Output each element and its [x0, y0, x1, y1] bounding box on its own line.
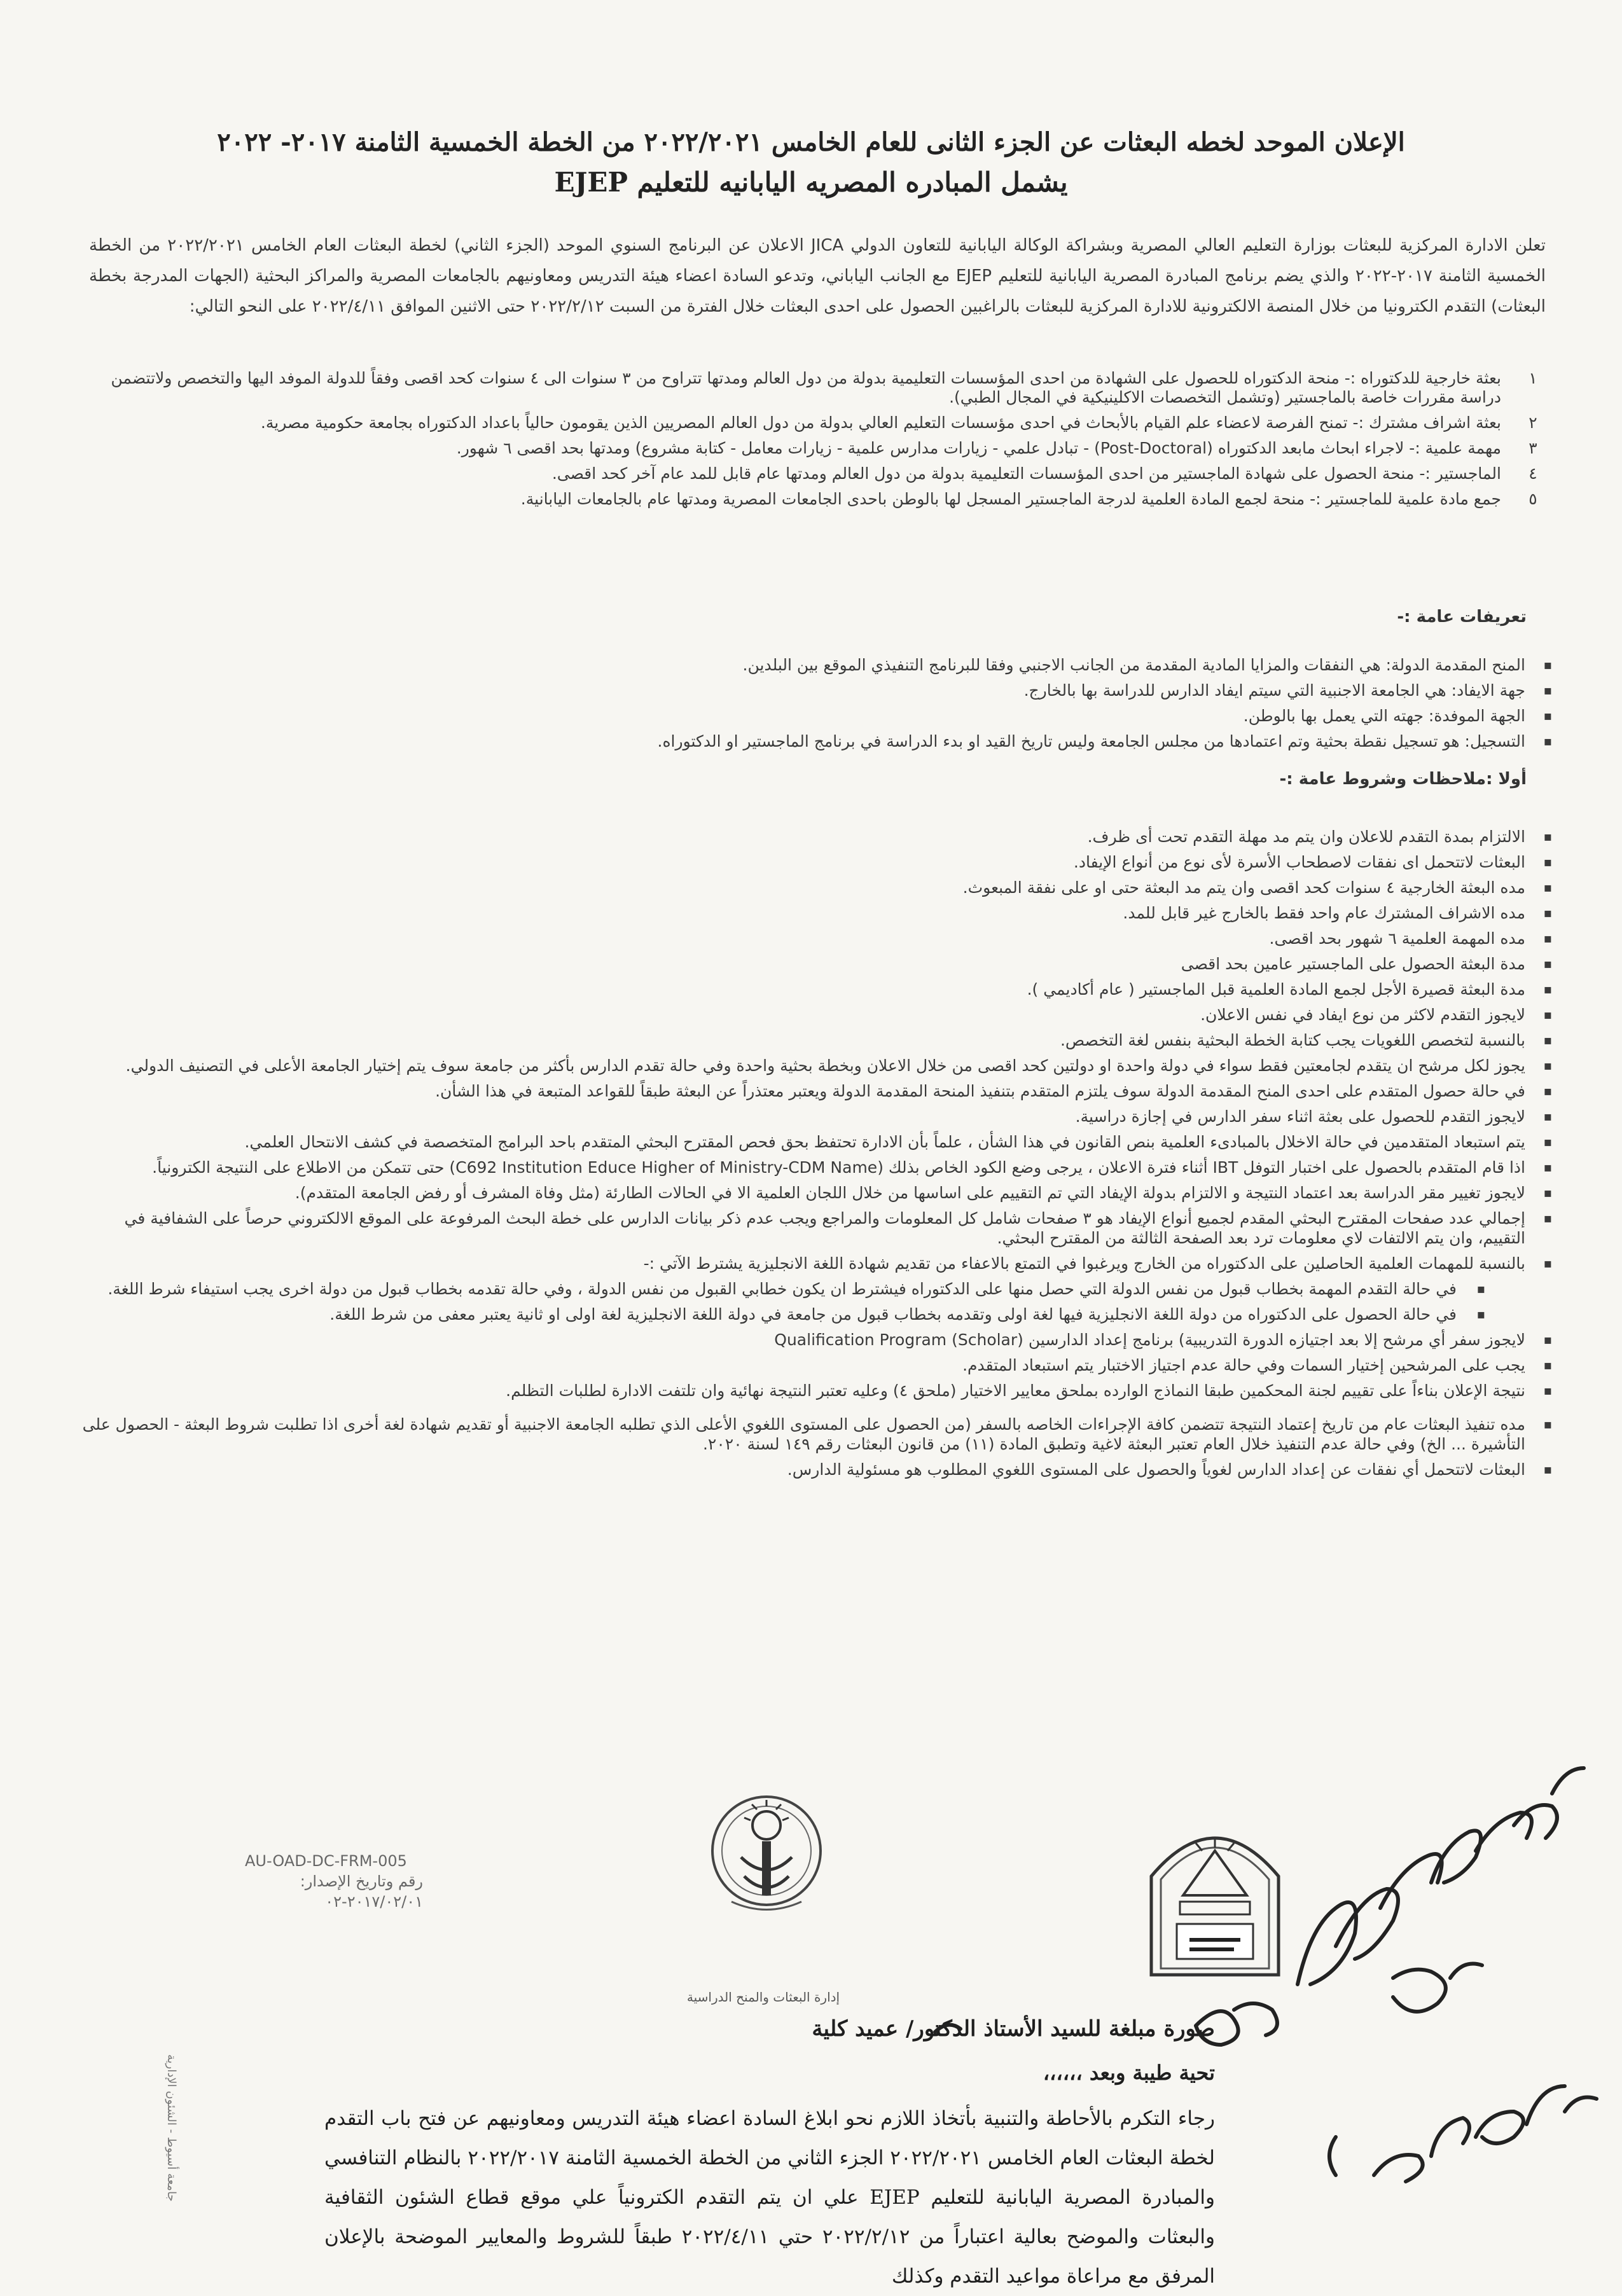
- item-text: جمع مادة علمية للماجستير :- منحة لجمع المادة العلمية لدرجة الماجستير المسجل لها بالوطن باحدى الجامعات المصرية ومدتها عام بالجامعات اليابانية.: [520, 490, 1501, 508]
- note-item: ▪ مده تنفيذ البعثات عام من تاريخ إعتماد النتيجة تتضمن كافة الإجراءات الخاصه بالسفر (من الحصول على المستوى اللغوي الأعلى الذي تطلبه الجامعة الاجنبية أو تقديم شهادة لغة أخرى اذا تطلبت شروط البعثة - الحصول على التأشيرة ... الخ) وفي حالة عدم التنفيذ خلال العام تعتبر البعثة لاغية وتطبق المادة (١١) من قانون البعثات رقم ١٤٩ لسنة ٢٠٢٠.: [76, 1414, 1552, 1454]
- note-item: ▪ اذا قام المتقدم بالحصول على اختبار التوفل IBT أثناء فترة الاعلان ، يرجى وضع الكود الخاص بذلك (C692 Institution Educe Higher of Ministry-CDM Name) حتى تتمكن من الاطلاع على النتيجة الكترونياً.: [76, 1158, 1552, 1177]
- sub-note-item: ▪ في حالة الحصول على الدكتوراه من دولة اللغة الانجليزية فيها لغة اولى وتقدمه بخطاب قبول من جامعة في دولة اللغة الانجليزية لغة اولى او ثانية يعتبر معفى من شرط اللغة.: [76, 1304, 1552, 1324]
- definition-item: ▪ الجهة الموفدة: جهته التي يعمل بها بالوطن.: [76, 706, 1552, 726]
- note-item: ▪ مده البعثة الخارجية ٤ سنوات كحد اقصى وان يتم مد البعثة حتى او على نفقة المبعوث.: [76, 878, 1552, 897]
- item-text: بعثة اشراف مشترك :- تمنح الفرصة لاعضاء علم القيام بالأبحاث في احدى مؤسسات التعليم العالي بدولة من دول العالم المصريين الذين يقومون حالياً باعداد الدكتوراه بجامعة حكومية مصرية.: [260, 413, 1501, 432]
- notes-heading: أولا :ملاحظات وشروط عامة :-: [1279, 770, 1527, 789]
- definition-item: ▪ التسجيل: هو تسجيل نقطة بحثية وتم اعتمادها من مجلس الجامعة وليس تاريخ القيد او بدء الدراسة في برنامج الماجستير او الدكتوراه.: [76, 731, 1552, 751]
- item-number: ٤: [1528, 464, 1537, 483]
- form-issue: رقم وتاريخ الإصدار: ٢٠١٧/٠٢/٠١-٠٢: [300, 1872, 423, 1911]
- note-item: ▪ بالنسبة للمهمات العلمية الحاصلين على الدكتوراه من الخارج ويرغبوا في التمتع بالاعفاء من تقديم شهادة اللغة الانجليزية يشترط الآتي :-: [76, 1254, 1552, 1273]
- margin-note: جامعة أسيوط - الشئون الإدارية: [165, 2054, 178, 2202]
- document-title-line2: يشمل المبادره المصريه اليابانيه للتعليم EJEP: [554, 167, 1068, 198]
- note-item: ▪ نتيجة الإعلان بناءاً على تقييم لجنة المحكمين طبقا النماذج الوارده بملحق معايير الاختيار (ملحق ٤) وعليه تعتبر النتيجة نهائية وان تلتفت الادارة لطلبات التظلم.: [76, 1381, 1552, 1400]
- note-item: ▪ مدة البعثة قصيرة الأجل لجمع المادة العلمية قبل الماجستير ( عام أكاديمي ).: [76, 979, 1552, 999]
- document-title-line1: الإعلان الموحد لخطه البعثات عن الجزء الثانى للعام الخامس ٢٠٢٢/٢٠٢١ من الخطة الخمسية الثامنة ٢٠١٧- ٢٠٢٢: [217, 127, 1405, 157]
- form-code: AU-OAD-DC-FRM-005: [245, 1852, 407, 1870]
- note-item: ▪ يجوز لكل مرشح ان يتقدم لجامعتين فقط سواء في دولة واحدة او دولتين كحد اقصى من خلال الاعلان وبخطة بحثية واحدة وفي حالة تقدم الدارس بأكثر من جامعة سوف يتم إختيار الجامعة الأعلى في التصنيف الدولي.: [76, 1056, 1552, 1075]
- note-item: ▪ يتم استبعاد المتقدمين في حالة الاخلال بالمبادىء العلمية بنص القانون في هذا الشأن ، علماً بأن الادارة تحتفظ بحق فحص المقترح البحثي المتقدم باحد البرامج المتخصصة في كشف الانتحال العلمي.: [76, 1132, 1552, 1152]
- note-item: ▪ مده الاشراف المشترك عام واحد فقط بالخارج غير قابل للمد.: [76, 903, 1552, 923]
- note-item: ▪ إجمالي عدد صفحات المقترح البحثي المقدم لجميع أنواع الإيفاد هو ٣ صفحات شامل كل المعلومات والمراجع ويجب عدم ذكر بيانات الدارس على خطة البحث المرفوعة على الموقع الالكتروني حرصاً على الشفافية في التقييم، وان يتم الالتفات لاي معلومات ترد بعد الصفحة الثالثة من المقترح البحثي.: [76, 1208, 1552, 1248]
- note-item: ▪ البعثات لاتتحمل أي نفقات عن إعداد الدارس لغوياً والحصول على المستوى اللغوي المطلوب هو مسئولية الدارس.: [76, 1460, 1552, 1479]
- note-item: ▪ لايجوز التقدم لاكثر من نوع ايفاد في نفس الاعلان.: [76, 1005, 1552, 1025]
- note-item: ▪ مدة البعثة الحصول على الماجستير عامين بحد اقصى: [76, 954, 1552, 974]
- intro-paragraph: تعلن الادارة المركزية للبعثات بوزارة التعليم العالي المصرية وبشراكة الوكالة اليابانية للتعاون الدولي JICA الاعلان عن البرنامج السنوي الموحد (الجزء الثاني) لخطة البعثات العام الخامس ٢٠٢٢/٢٠٢١ من الخطة الخمسية الثامنة ٢٠١٧-٢٠٢٢ والذي يضم برنامج المبادرة المصرية اليابانية للتعليم EJEP مع الجانب الياباني، وتدعو السادة اعضاء هيئة التدريس ومعاونيهم بالجامعات المصرية والمراكز البحثية (الجهات المدرجة بخطة البعثات) التقدم الكترونيا من خلال المنصة الالكترونية للادارة المركزية للبعثات بالراغبين الحصول على احدى البعثات خلال الفترة من السبت ٢٠٢٢/٢/١٢ حتى الاثنين الموافق ٢٠٢٢/٤/١١ على النحو التالي:: [89, 236, 1546, 316]
- definition-item: ▪ جهة الايفاد: هي الجامعة الاجنبية التي سيتم ايفاد الدارس للدراسة بها بالخارج.: [76, 681, 1552, 700]
- note-item: ▪ الالتزام بمدة التقدم للاعلان وان يتم مد مهلة التقدم تحت أى ظرف.: [76, 827, 1552, 847]
- note-item: ▪ يجب على المرشحين إختيار السمات وفي حالة عدم اجتياز الاختبار يتم استبعاد المتقدم.: [76, 1355, 1552, 1375]
- definition-item: ▪ المنح المقدمة الدولة: هي النفقات والمزايا المادية المقدمة من الجانب الاجنبي وفقا للبرنامج التنفيذي الموقع بين البلدين.: [76, 655, 1552, 675]
- item-number: ٥: [1528, 490, 1537, 508]
- item-text: بعثة خارجية للدكتوراه :- منحة الدكتوراه للحصول على الشهادة من احدى المؤسسات التعليمية بدولة من دول العالم ومدتها تتراوح من ٣ سنوات الى ٤ سنوات كحد اقصى وفقاً للدولة الموفد اليها والتخصص ولاتتضمن دراسة مقررات خاصة بالماجستير (وتشمل التخصصات الاكلينيكية في المجال الطبي).: [111, 369, 1501, 406]
- definitions-heading: تعريفات عامة :-: [1397, 607, 1527, 626]
- item-number: ٢: [1528, 413, 1537, 432]
- letter-body: رجاء التكرم بالأحاطة والتنبية بأتخاذ اللازم نحو ابلاغ السادة اعضاء هيئة التدريس ومعاونيهم عن فتح باب التقدم لخطة البعثات العام الخامس ٢٠٢٢/٢٠٢١ الجزء الثاني من الخطة الخمسية الثامنة ٢٠٢٢/٢٠١٧ بالنظام التنافسي والمبادرة المصرية اليابانية للتعليم EJEP علي ان يتم التقدم الكترونياً علي موقع قطاع الشئون الثقافية والبعثات والموضح بعالية اعتباراً من ٢٠٢٢/٢/١٢ حتي ٢٠٢٢/٤/١١ طبقاً للشروط والمعايير الموضحة بالإعلان المرفق مع مراعاة مواعيد التقدم وكذلك: [324, 2107, 1215, 2288]
- note-item: ▪ لايجوز تغيير مقر الدراسة بعد اعتماد النتيجة و الالتزام بدولة الإيفاد التي تم التقييم على اساسها من خلال اللجان العلمية الا في الحالات الطارئة (مثل وفاة المشرف أو رفض الجامعة المتقدم).: [76, 1183, 1552, 1203]
- item-text: مهمة علمية :- لاجراء ابحاث مابعد الدكتوراه (Post-Doctoral) - تبادل علمي - زيارات مدارس علمية - زيارات معامل - كتابة مشروع) ومدتها بحد اقصى ٦ شهور.: [456, 439, 1501, 457]
- letter-addressee: صورة مبلغة للسيد الأستاذ الدكتور/ عميد كلية: [812, 2016, 1215, 2042]
- item-text: الماجستير :- منحة الحصول على شهادة الماجستير من احدى المؤسسات التعليمية بدولة من دول العالم ومدتها عام قابل للمد عام آخر كحد اقصى.: [551, 464, 1501, 483]
- logo-caption: إدارة البعثات والمنح الدراسية: [686, 1989, 840, 2005]
- note-item: ▪ مده المهمة العلمية ٦ شهور بحد اقصى.: [76, 929, 1552, 948]
- item-number: ٣: [1528, 439, 1537, 457]
- sub-note-item: ▪ في حالة التقدم المهمة بخطاب قبول من نفس الدولة التي حصل منها على الدكتوراه فيشترط ان يكون خطابي القبول من نفس الدولة ، وفي حالة تقدمه بخطاب قبول من دولة اخرى يجب استيفاء شرط اللغة.: [76, 1279, 1552, 1299]
- note-item: ▪ بالنسبة لتخصص اللغويات يجب كتابة الخطة البحثية بنفس لغة التخصص.: [76, 1030, 1552, 1050]
- note-item: ▪ في حالة حصول المتقدم على احدى المنح المقدمة الدولة سوف يلتزم المتقدم بتنفيذ المنحة المقدمة الدولة ويعتبر معتذراً عن البعثة طبقاً للقواعد المتبعة في هذا الشأن.: [76, 1081, 1552, 1101]
- note-item: ▪ البعثات لاتتحمل اى نفقات لاصطحاب الأسرة لأى نوع من أنواع الإيفاد.: [76, 852, 1552, 872]
- letter-greeting: تحية طيبة وبعد ،،،،،،: [1043, 2061, 1215, 2085]
- item-number: ١: [1528, 369, 1537, 387]
- note-item: ▪ لايجوز التقدم للحصول على بعثة اثناء سفر الدارس في إجازة دراسية.: [76, 1107, 1552, 1126]
- note-item: ▪ لايجوز سفر أي مرشح إلا بعد اجتيازه الدورة التدريبية) برنامج إعداد الدارسين (Scholar) Qualification Program: [76, 1330, 1552, 1350]
